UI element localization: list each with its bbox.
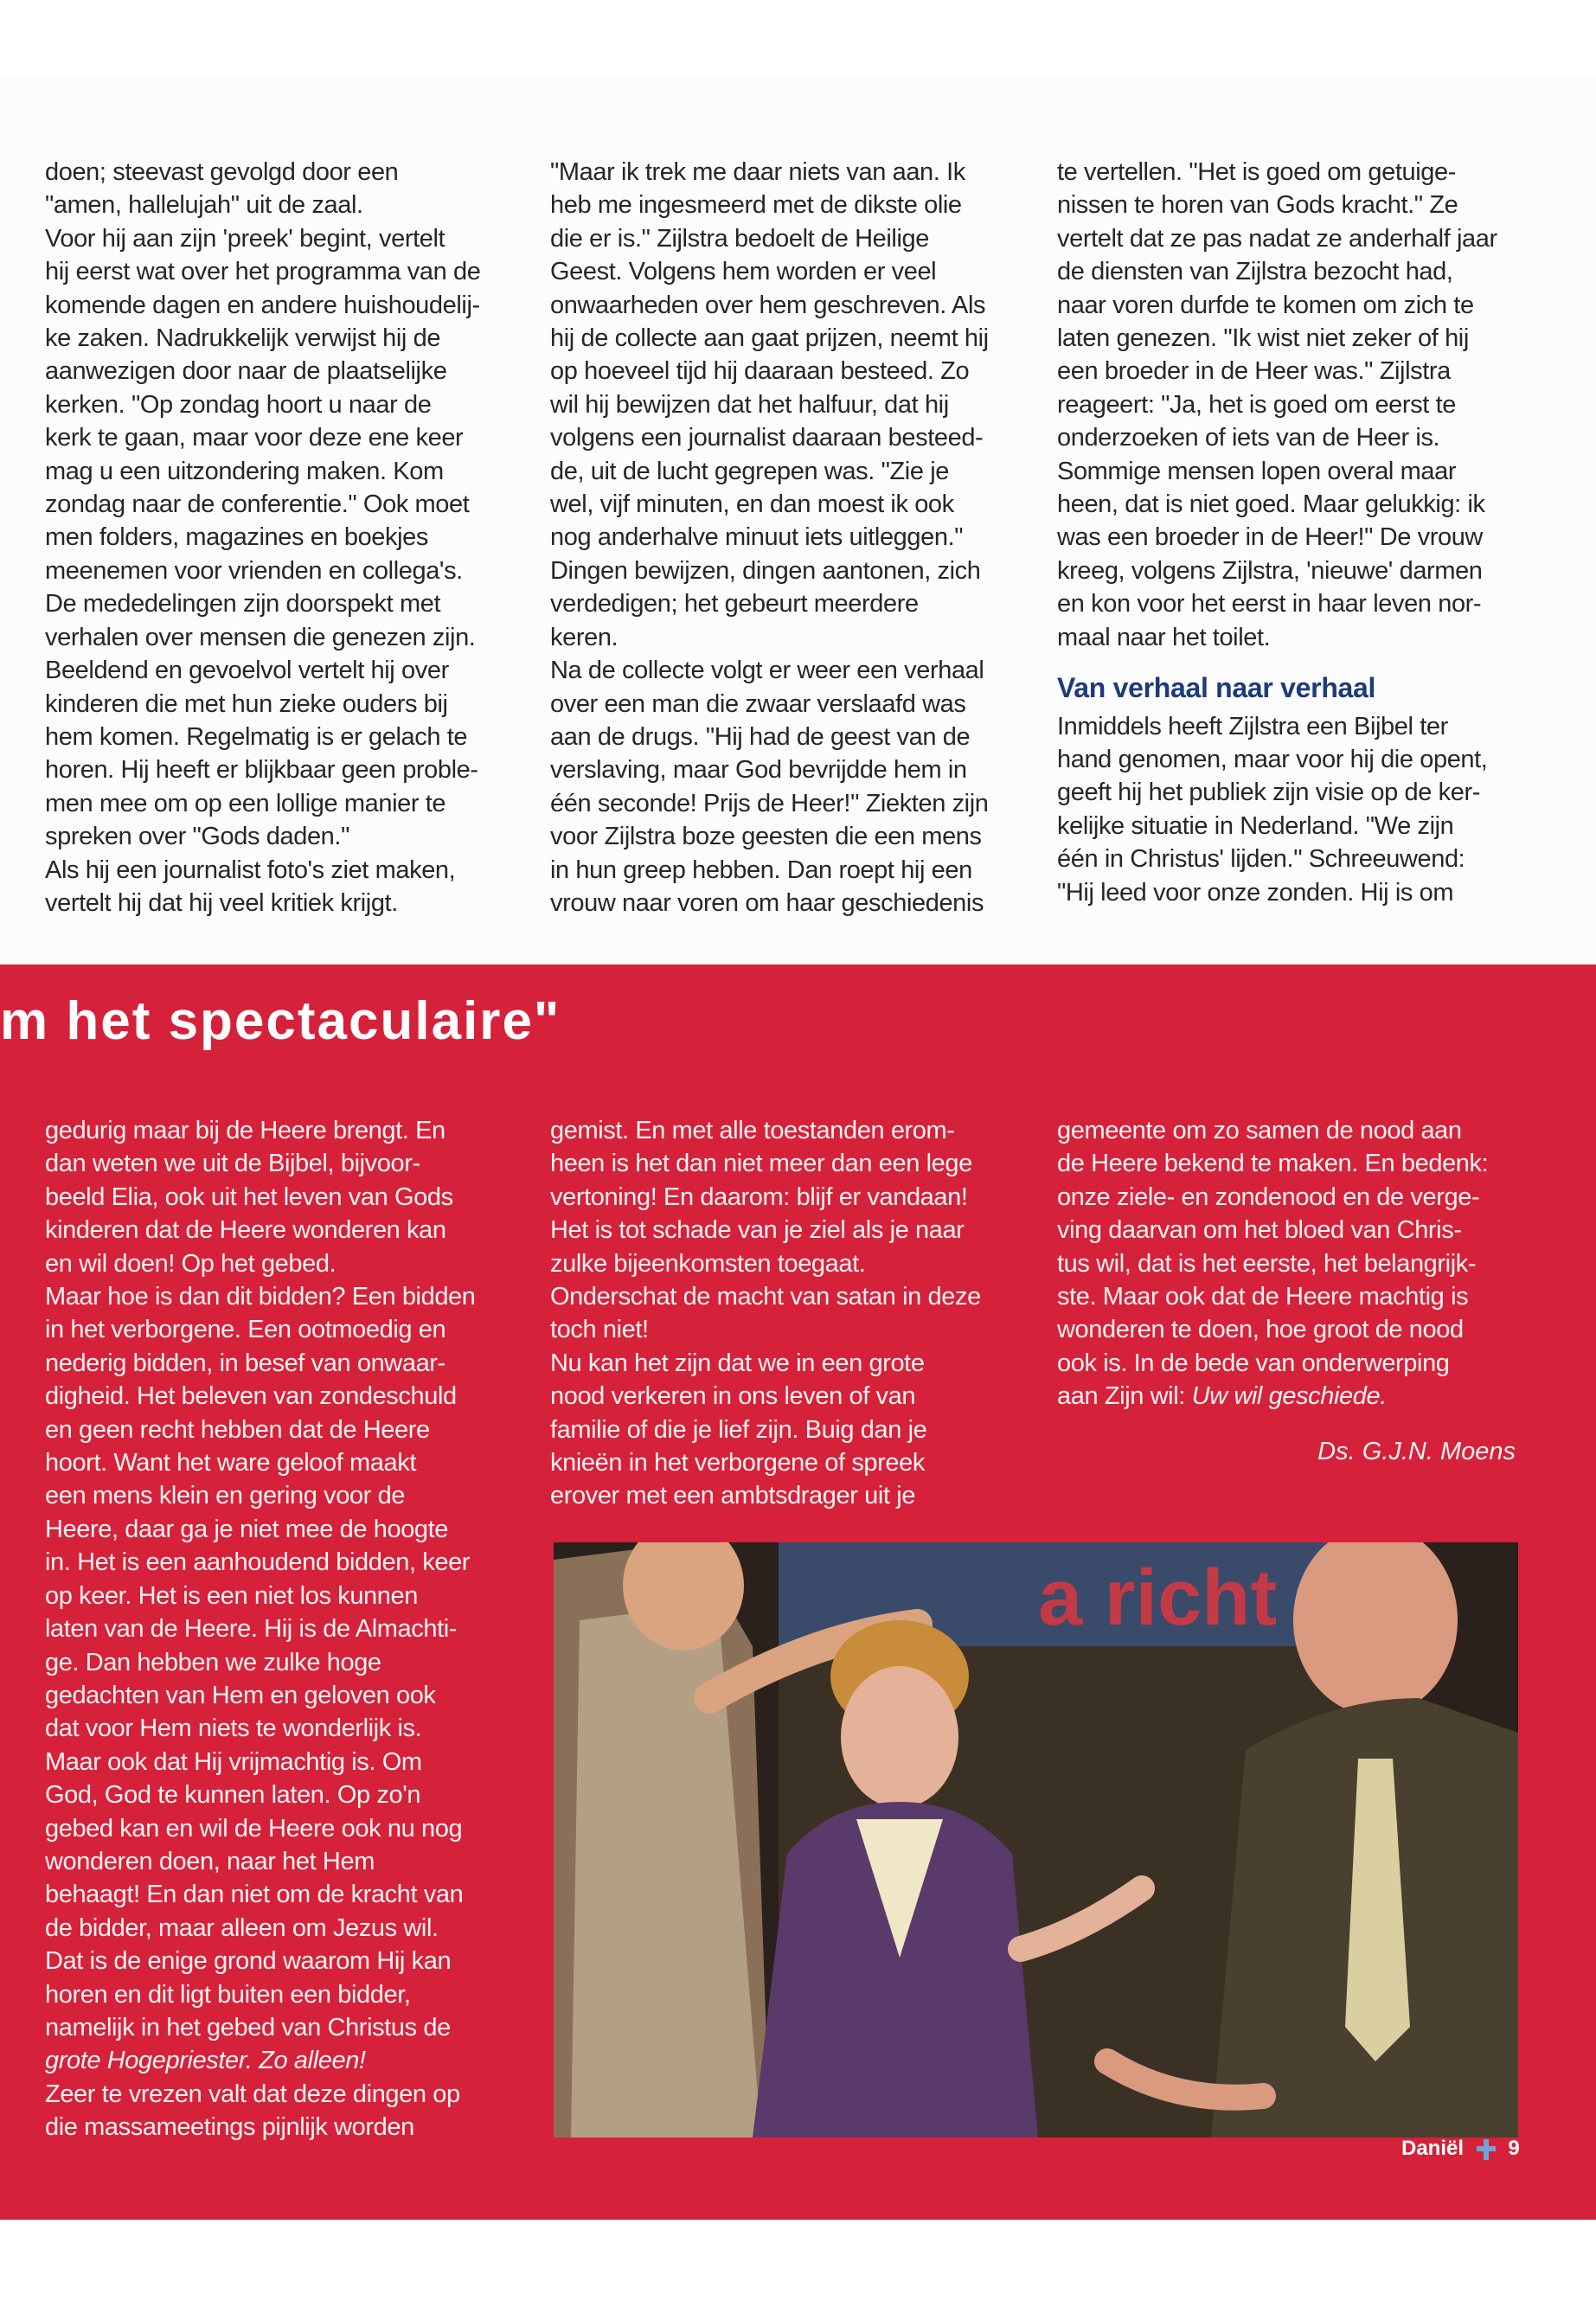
opinion-text: gemist. En met alle toestanden erom- heen is het dan niet meer dan een lege vertoning! En daarom: blijf er vandaan! Het is tot schade van je ziel als je naar zulke bijeenkomsten toegaat. Onderschat de macht van satan in deze toch niet! Nu kan het zijn dat we in een grote nood verkeren in ons leven of van familie of die je lief zijn. Buig dan je knieën in het verborgene of spreek erover met een ambtsdrager uit je	[550, 1117, 981, 1510]
article-column-1	[45, 156, 512, 920]
healing-photo	[554, 1542, 1518, 2138]
section-subheading: Van verhaal naar verhaal	[1057, 672, 1376, 704]
opinion-column-3	[1057, 1114, 1524, 1413]
page-footer	[1401, 2137, 1520, 2161]
opinion-text: gedurig maar bij de Heere brengt. En dan weten we uit de Bijbel, bijvoor- beeld Elia, ook uit het leven van Gods kinderen dat de Heere wonderen kan en wil doen! Op het gebed. Maar hoe is dan dit bidden? Een bidden in het verborgene. Een ootmoedig en nederig bidden, in besef van onwaar- digheid. Het beleven van zondeschuld en geen recht hebben dat de Heere hoort. Want het ware geloof maakt een mens klein en gering voor de Heere, daar ga je niet mee de hoogte in. Het is een aanhoudend bidden, keer op keer. Het is een niet los kunnen laten van de Heere. Hij is de Almachti- ge. Dan hebben we zulke hoge gedachten van Hem en geloven ook dat voor Hem niets te wonderlijk is. Maar ook dat Hij vrijmachtig is. Om God, God te kunnen laten. Op zo'n gebed kan en wil de Heere ook nu nog wonderen doen, naar het Hem behaagt! En dan niet om de kracht van de bidder, maar alleen om Jezus wil. Dat is de enige grond waarom Hij kan horen en dit ligt buiten een bidder, namelijk in het gebed van Christus de	[45, 1117, 476, 2041]
article-text: doen; steevast gevolgd door een "amen, hallelujah" uit de zaal. Voor hij aan zijn 'preek' begint, vertelt hij eerst wat over het programma van de komende dagen en andere huishoudelij- ke zaken. Nadrukkelijk verwijst hij de aanwezigen door naar de plaatselijke kerken. "Op zondag hoort u naar de kerk te gaan, maar voor deze ene keer mag u een uitzondering maken. Kom zondag naar de conferentie." Ook moet men folders, magazines en boekjes meenemen voor vrienden en collega's. De mededelingen zijn doorspekt met verhalen over mensen die genezen zijn. Beeldend en gevoelvol vertelt hij over kinderen die met hun zieke ouders bij hem komen. Regelmatig is er gelach te horen. Hij heeft er blijkbaar geen proble- men mee om op een lollige manier te spreken over "Gods daden." Als hij een journalist foto's ziet maken, vertelt hij dat hij veel kritiek krijgt.	[45, 158, 481, 917]
page-number: 9	[1508, 2137, 1520, 2160]
photo-illustration	[554, 1542, 1518, 2138]
banner-text: a richt	[1038, 1554, 1278, 1642]
opinion-column-2	[550, 1114, 1017, 1513]
article-column-2	[550, 156, 1017, 920]
opinion-column-1	[45, 1114, 512, 2144]
article-text: "Maar ik trek me daar niets van aan. Ik heb me ingesmeerd met de dikste olie die er is." Zijlstra bedoelt de Heilige Geest. Volgens hem worden er veel onwaarheden over hem geschreven. Als hij de collecte aan gaat prijzen, neemt hij op hoeveel tijd hij daaraan besteed. Zo wil hij bewijzen dat het halfuur, dat hij volgens een journalist daaraan besteed- de, uit de lucht gegrepen was. "Zie je wel, vijf minuten, en dan moest ik ook nog anderhalve minuut iets uitleggen." Dingen bewijzen, dingen aantonen, zich verdedigen; het gebeurt meerdere keren. Na de collecte volgt er weer een verhaal over een man die zwaar verslaafd was aan de drugs. "Hij had de geest van de verslaving, maar God bevrijdde hem in één seconde! Prijs de Heer!" Ziekten zijn voor Zijlstra boze geesten die een mens in hun greep hebben. Dan roept hij een vrouw naar voren om haar geschiedenis	[550, 158, 989, 917]
opinion-text: Zeer te vrezen valt dat deze dingen op die massameetings pijnlijk worden	[45, 2080, 460, 2142]
opinion-text: gemeente om zo samen de nood aan de Heere bekend te maken. En bedenk: onze ziele- en zondenood en de verge- ving daarvan om het bloed van Chris- tus wil, dat is het eerste, het belangrijk- ste. Maar ook dat de Heere machtig is wonderen te doen, hoe groot de nood ook is. In de bede van onderwerping aan Zijn wil:	[1057, 1117, 1489, 1411]
opinion-emphasis: grote Hogepriester. Zo alleen!	[45, 2047, 366, 2075]
article-column-3	[1057, 156, 1524, 909]
band-headline: m het spectaculaire"	[0, 991, 561, 1051]
magazine-name: Daniël	[1401, 2137, 1465, 2160]
article-text: te vertellen. "Het is goed om getuige- nissen te horen van Gods kracht." Ze vertelt dat ze pas nadat ze anderhalf jaar de diensten van Zijlstra bezocht had, naar voren durfde te komen om zich te laten genezen. "Ik wist niet zeker of hij een broeder in de Heer was." Zijlstra reageert: "Ja, het is goed om eerst te onderzoeken of iets van de Heer is. Sommige mensen lopen overal maar heen, dat is niet goed. Maar gelukkig: ik was een broeder in de Heer!" De vrouw kreeg, volgens Zijlstra, 'nieuwe' darmen en kon voor het eerst in haar leven nor- maal naar het toilet.	[1057, 158, 1497, 651]
opinion-emphasis: Uw wil geschiede.	[1191, 1382, 1387, 1411]
author-signature: Ds. G.J.N. Moens	[1317, 1438, 1516, 1465]
article-text: Inmiddels heeft Zijlstra een Bijbel ter hand genomen, maar voor hij die opent, geeft hij het publiek zijn visie op de ker- kelijke situatie in Nederland. "We zijn één in Christus' lijden." Schreeuwend: "Hij leed voor onze zonden. Hij is om	[1057, 712, 1488, 907]
cross-logo-icon	[1477, 2139, 1496, 2160]
woman-face	[841, 1666, 958, 1808]
